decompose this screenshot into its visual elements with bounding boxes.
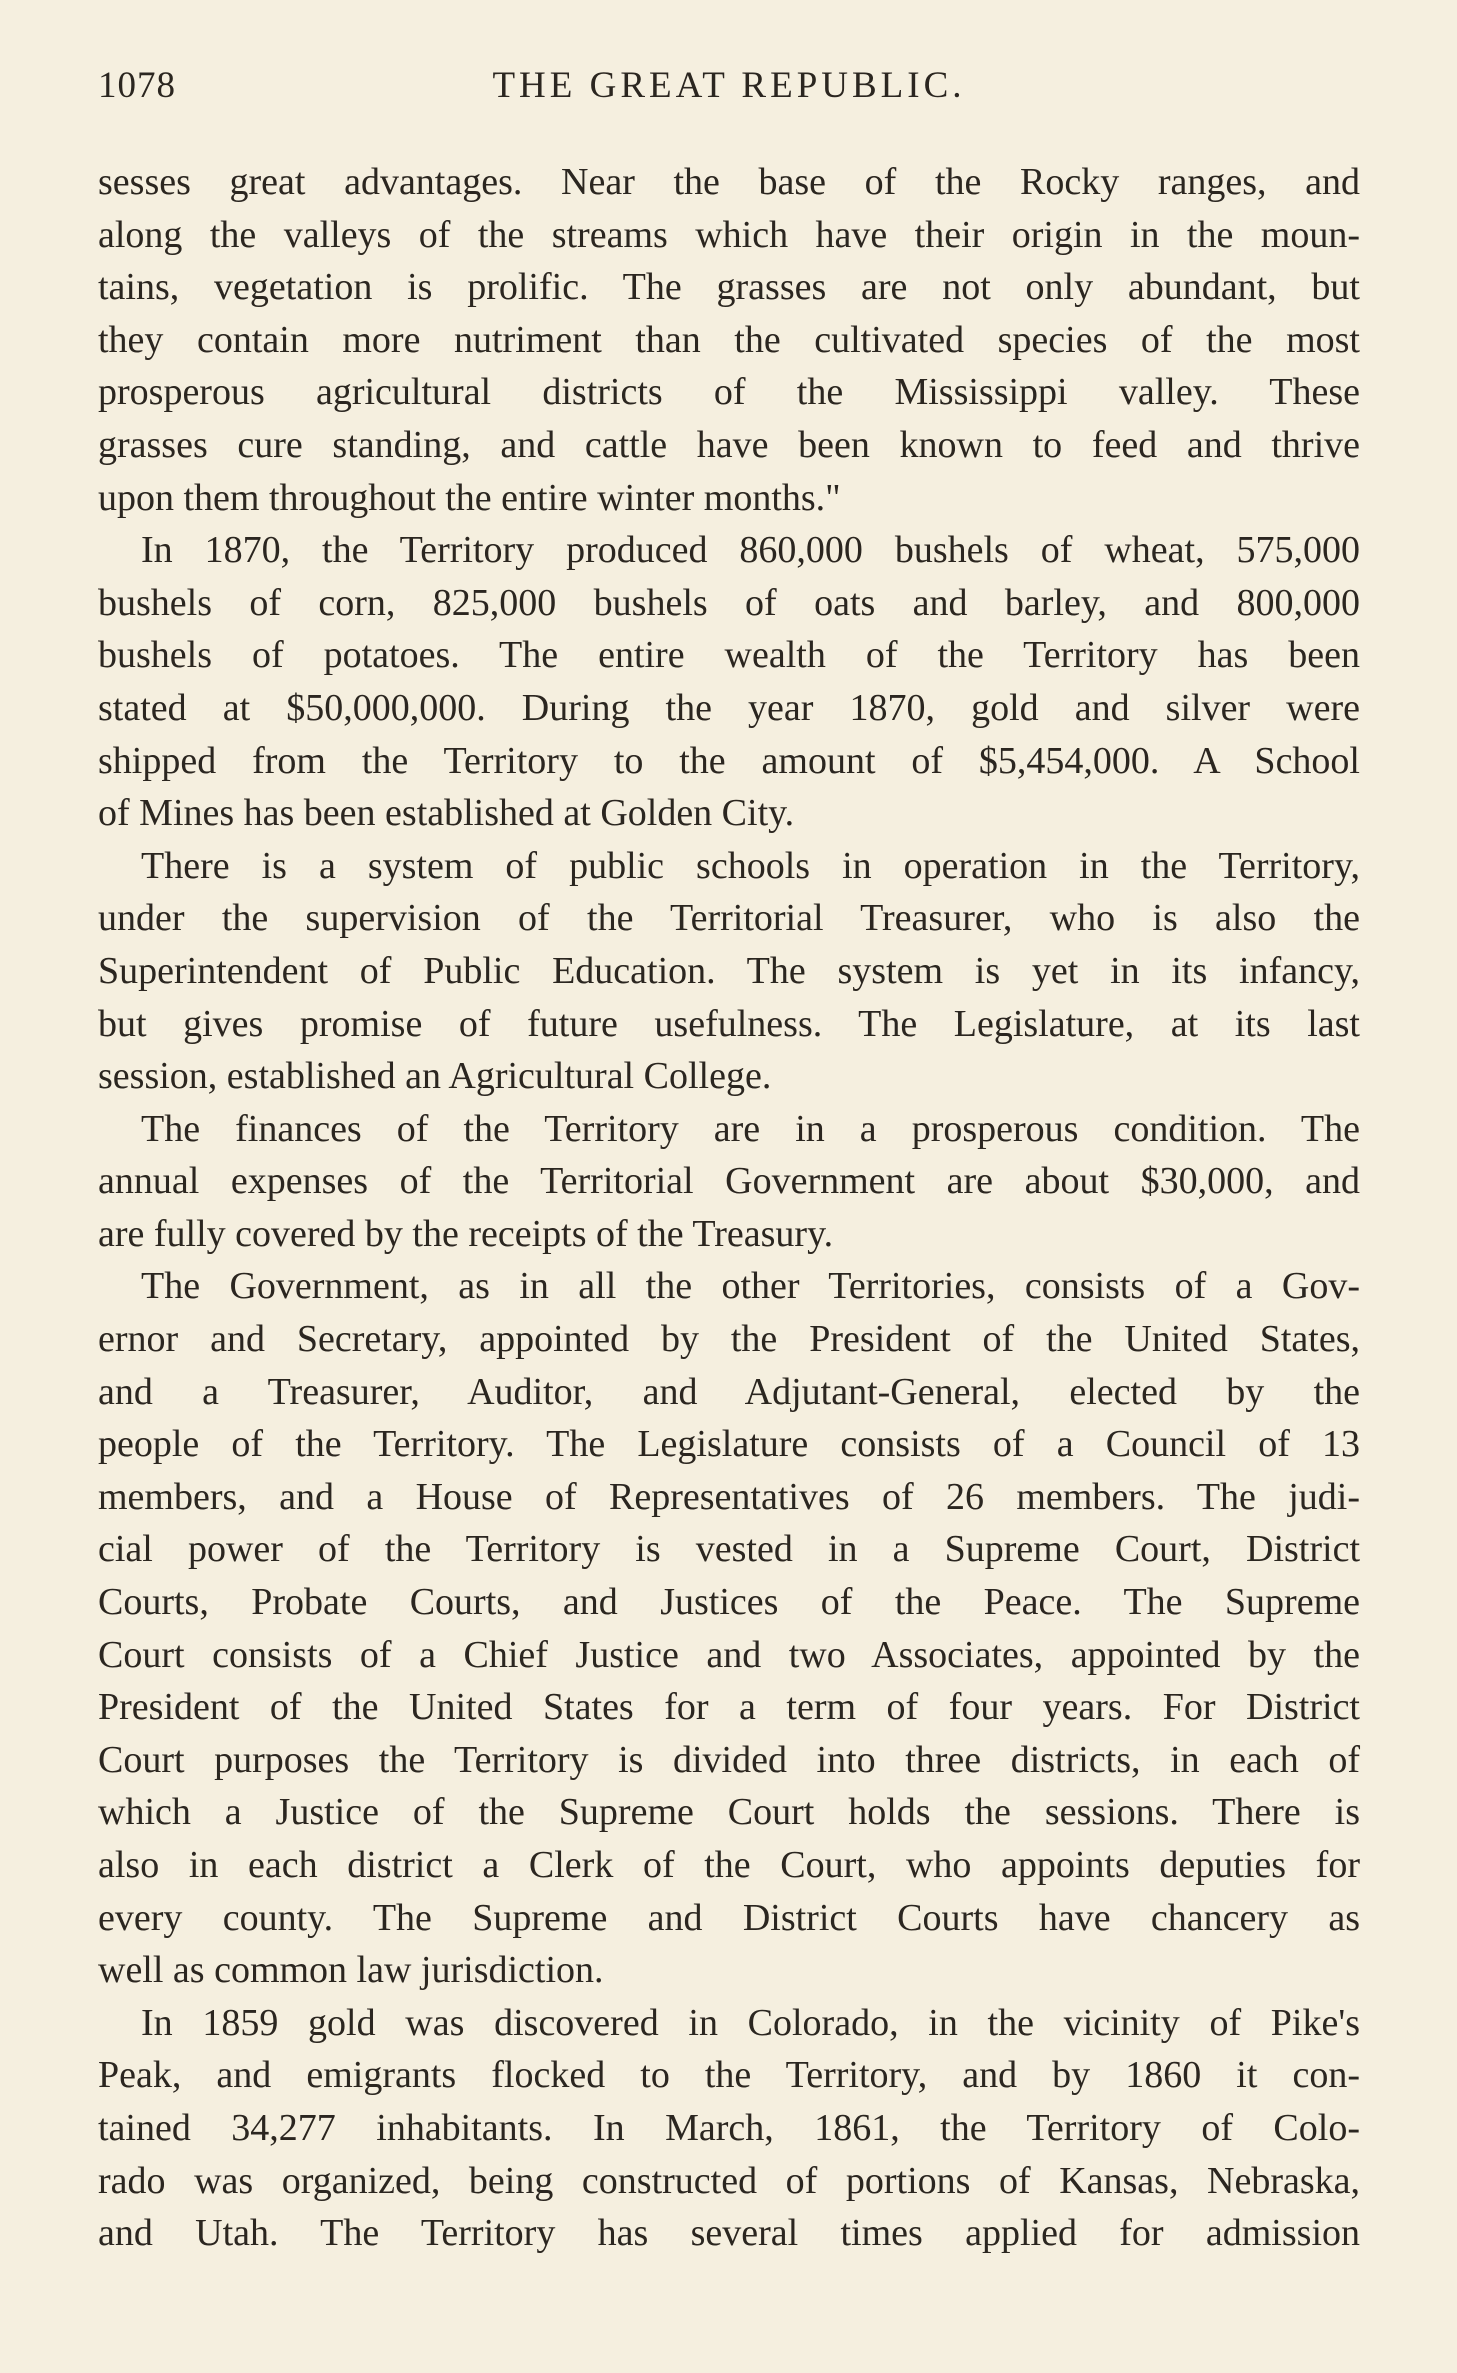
text-line: also in each district a Clerk of the Court, who appoints deputies for — [98, 1844, 1360, 1886]
text-line: annual expenses of the Territorial Government are about $30,000, and — [98, 1160, 1360, 1203]
text-line: There is a system of public schools in operation in the Territory, — [141, 844, 1360, 887]
text-line: Court purposes the Territory is divided into three districts, in each of — [98, 1738, 1360, 1781]
text-line: bushels of potatoes. The entire wealth of the Territory has been — [98, 634, 1360, 677]
text-line: are fully covered by the receipts of the Treasury. — [98, 1212, 834, 1255]
text-line: they contain more nutriment than the cultivated species of the most — [98, 318, 1360, 361]
text-line: sesses great advantages. Near the base of the Rocky ranges, and — [98, 161, 1360, 203]
text-line: Courts, Probate Courts, and Justices of the Peace. The Supreme — [98, 1581, 1360, 1624]
text-line: along the valleys of the streams which have their origin in the moun- — [98, 213, 1360, 256]
text-line: grasses cure standing, and cattle have been known to feed and thrive — [98, 423, 1360, 466]
page-number: 1078 — [98, 65, 176, 106]
text-line: and Utah. The Territory has several times applied for admission — [98, 2212, 1360, 2255]
text-line: The Government, as in all the other Territories, consists of a Gov- — [141, 1265, 1360, 1308]
text-line: tained 34,277 inhabitants. In March, 1861, the Territory of Colo- — [98, 2106, 1360, 2149]
book-page — [98, 64, 1360, 2260]
text-line: tains, vegetation is prolific. The grasses are not only abundant, but — [98, 266, 1360, 309]
text-line: In 1859 gold was discovered in Colorado, in the vicinity of Pike's — [141, 2001, 1360, 2044]
text-line: well as common law jurisdiction. — [98, 1949, 604, 1992]
text-line: shipped from the Territory to the amount of $5,454,000. A School — [98, 739, 1360, 782]
text-line: every county. The Supreme and District Courts have chancery as — [98, 1896, 1360, 1939]
running-title: THE GREAT REPUBLIC. — [492, 65, 966, 106]
running-head — [98, 64, 1360, 116]
text-line: session, established an Agricultural College. — [98, 1055, 772, 1098]
text-line: President of the United States for a term of four years. For District — [98, 1686, 1360, 1729]
text-line: Superintendent of Public Education. The system is yet in its infancy, — [98, 949, 1360, 992]
text-line: Peak, and emigrants flocked to the Territory, and by 1860 it con- — [98, 2054, 1360, 2097]
text-line: prosperous agricultural districts of the Mississippi valley. These — [98, 371, 1360, 414]
text-line: and a Treasurer, Auditor, and Adjutant-General, elected by the — [98, 1370, 1360, 1413]
text-line: Court consists of a Chief Justice and two Associates, appointed by the — [98, 1633, 1360, 1676]
text-line: The finances of the Territory are in a prosperous condition. The — [141, 1107, 1360, 1150]
text-line: of Mines has been established at Golden City. — [98, 792, 795, 835]
text-line: rado was organized, being constructed of portions of Kansas, Nebraska, — [98, 2159, 1360, 2202]
text-line: under the supervision of the Territorial Treasurer, who is also the — [98, 897, 1360, 940]
text-line: but gives promise of future usefulness. The Legislature, at its last — [98, 1002, 1360, 1045]
text-line: people of the Territory. The Legislature consists of a Council of 13 — [98, 1423, 1360, 1466]
text-line: upon them throughout the entire winter months." — [98, 476, 841, 519]
text-line: cial power of the Territory is vested in a Supreme Court, District — [98, 1528, 1360, 1571]
text-line: stated at $50,000,000. During the year 1870, gold and silver were — [98, 686, 1360, 729]
text-line: In 1870, the Territory produced 860,000 bushels of wheat, 575,000 — [141, 529, 1360, 572]
text-line: bushels of corn, 825,000 bushels of oats and barley, and 800,000 — [98, 581, 1360, 624]
text-line: which a Justice of the Supreme Court holds the sessions. There is — [98, 1791, 1360, 1834]
text-line: members, and a House of Representatives of 26 members. The judi- — [98, 1475, 1360, 1518]
body-text — [98, 156, 1360, 2260]
text-line: ernor and Secretary, appointed by the President of the United States, — [98, 1318, 1360, 1361]
